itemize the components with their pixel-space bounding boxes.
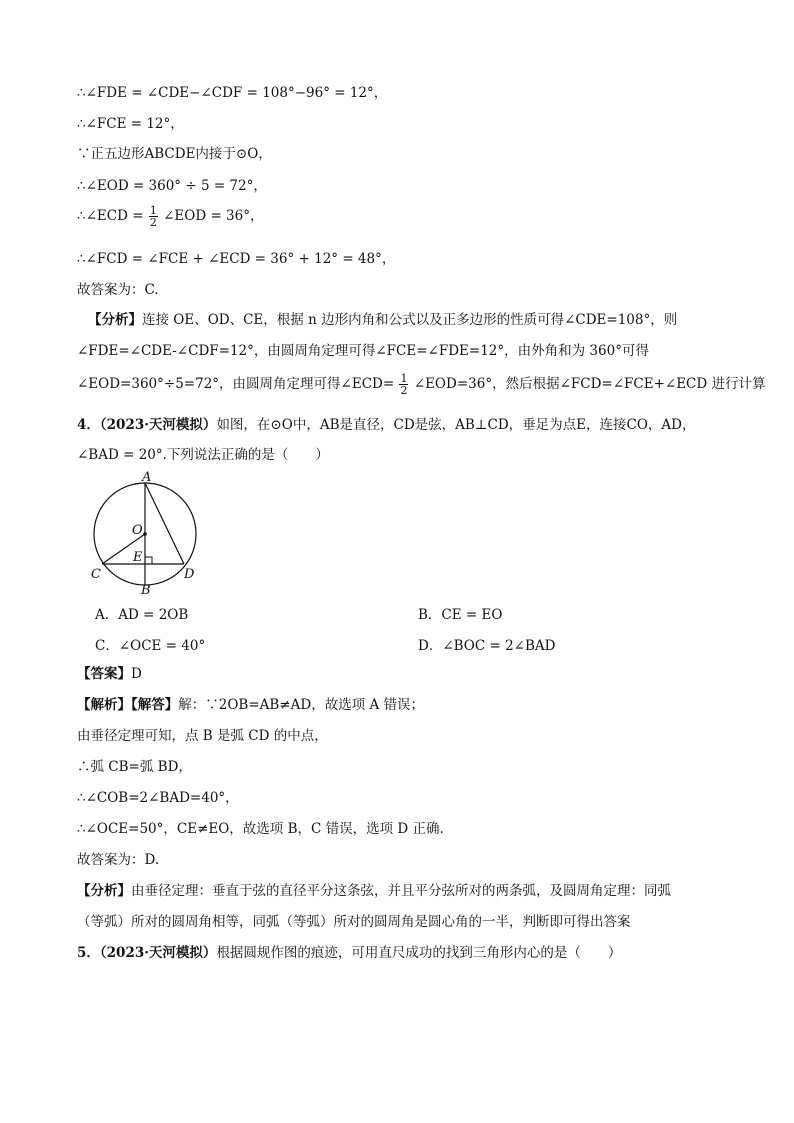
solution-4-text-1: 解：∵2OB=AB≠AD，故选项 A 错误； (178, 697, 425, 713)
label-c: C (91, 567, 101, 582)
solution-line-5 (77, 205, 264, 228)
solution-line-4: ∴∠EOD = 360° ÷ 5 = 72°， (77, 178, 267, 194)
question-4-stem-text-1: 如图，在⊙O中，AB是直径，CD是弦，AB⊥CD，垂足为点E，连接CO，AD， (216, 417, 696, 433)
analysis-text-1: 连接 OE、OD、CE，根据 n 边形内角和公式以及正多边形的性质可得∠CDE=108°，则 (142, 312, 678, 328)
solution-line-5-pre: ∴∠ECD = (77, 208, 144, 224)
solution-4-line-4: ∴∠COB=2∠BAD=40°， (77, 790, 239, 806)
fraction-half (149, 205, 158, 228)
question-4-number: 4． (77, 417, 100, 433)
right-angle-mark (145, 557, 152, 564)
option-d: D．∠BOC = 2∠BAD (418, 638, 556, 654)
question-4-stem-2: ∠BAD = 20°.下列说法正确的是（ ） (77, 447, 329, 463)
answer-tag: 【答案】 (77, 666, 131, 682)
analysis-fraction-half (399, 373, 408, 396)
solution-tag: 【解析】【解答】 (77, 697, 179, 713)
analysis-4-text-1: 由垂径定理：垂直于弦的直径平分这条弦，并且平分弦所对的两条弧，及圆周角定理：同弧 (131, 883, 671, 899)
answer-value: D (131, 666, 142, 682)
center-point (143, 532, 147, 536)
option-c: C．∠OCE = 40° (95, 638, 206, 654)
solution-4-line-1 (77, 696, 424, 714)
analysis-tag: 【分析】 (88, 312, 142, 328)
fraction-numerator: 1 (149, 204, 157, 217)
solution-line-5-post: ∠EOD = 36°， (163, 208, 264, 224)
label-a: A (142, 470, 152, 485)
solution-line-1: ∴∠FDE = ∠CDE−∠CDF = 108°−96° = 12°， (77, 85, 388, 101)
solution-4-line-3: ∴弧 CB=弧 BD， (77, 759, 192, 775)
fraction-denominator: 2 (149, 216, 157, 229)
solution-line-3: ∵正五边形ABCDE内接于⊙O， (77, 146, 272, 162)
question-5-source: （2023·天河模拟） (99, 945, 217, 961)
analysis-4-line-2: （等弧）所对的圆周角相等，同弧（等弧）所对的圆周角是圆心角的一半，判断即可得出答案 (77, 914, 631, 930)
question-5-stem (77, 944, 621, 962)
analysis-fraction-denominator: 2 (400, 384, 408, 397)
option-a: A．AD = 2OB (95, 607, 189, 623)
question-5-number: 5． (77, 945, 100, 961)
analysis-4-line-1 (77, 882, 671, 900)
analysis-line-1 (88, 311, 677, 329)
analysis-line-3-pre: ∠EOD=360°÷5=72°，由圆周角定理可得∠ECD= (77, 376, 395, 392)
label-e: E (133, 550, 143, 565)
label-b: B (141, 583, 151, 598)
solution-4-line-2: 由垂径定理可知，点 B 是弧 CD 的中点， (77, 728, 328, 744)
label-o: O (132, 523, 143, 538)
answer-line: 故答案为：C. (77, 282, 159, 298)
analysis-line-2: ∠FDE=∠CDE-∠CDF=12°，由圆周角定理可得∠FCE=∠FDE=12°，由外角和为 360°可得 (77, 343, 649, 359)
analysis-4-tag: 【分析】 (77, 883, 131, 899)
solution-4-line-5: ∴∠OCE=50°，CE≠EO，故选项 B，C 错误，选项 D 正确. (77, 821, 444, 837)
analysis-fraction-numerator: 1 (400, 372, 408, 385)
solution-4-final: 故答案为：D. (77, 852, 160, 868)
analysis-line-3 (77, 373, 766, 396)
option-b: B．CE = EO (418, 607, 503, 623)
answer-row (77, 665, 142, 683)
solution-line-6: ∴∠FCD = ∠FCE + ∠ECD = 36° + 12° = 48°， (77, 251, 396, 267)
solution-line-2: ∴∠FCE = 12°， (77, 116, 184, 132)
circle-geometry-figure (88, 468, 218, 602)
question-5-stem-text: 根据圆规作图的痕迹，可用直尺成功的找到三角形内心的是（ ） (216, 945, 622, 961)
label-d: D (184, 567, 195, 582)
question-4-stem-1 (77, 416, 695, 434)
analysis-line-3-post: ∠EOD=36°，然后根据∠FCD=∠FCE+∠ECD 进行计算 (413, 376, 766, 392)
question-4-source: （2023·天河模拟） (99, 417, 217, 433)
